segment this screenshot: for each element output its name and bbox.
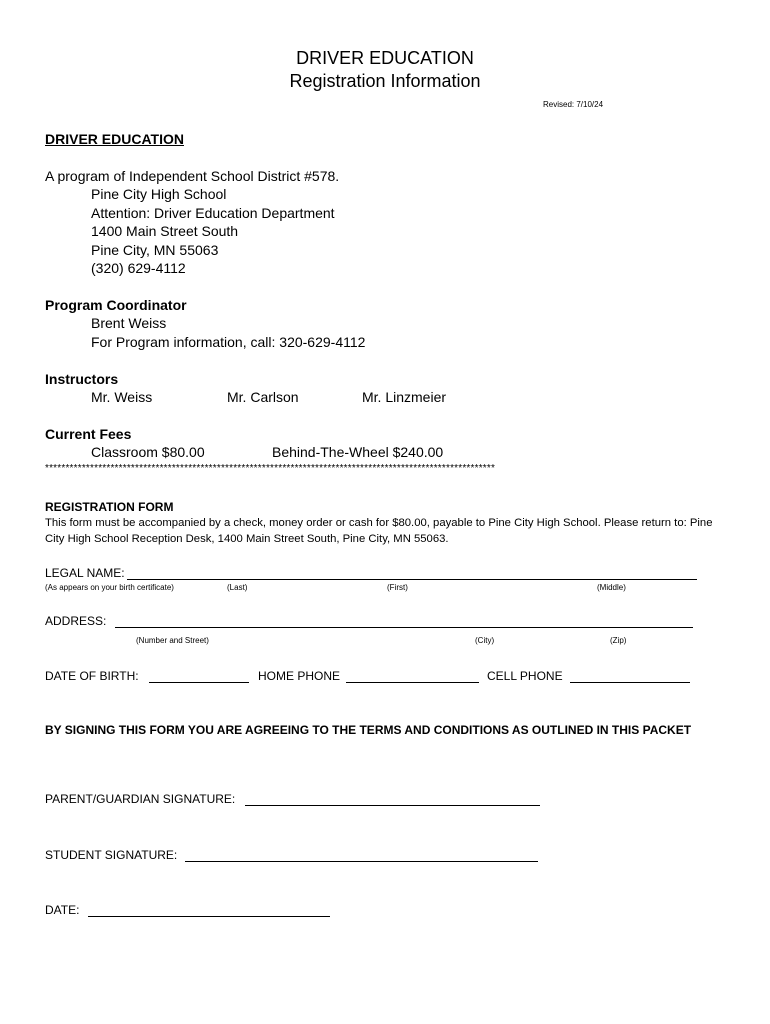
registration-instructions: This form must be accompanied by a check, money order or cash for $80.00, payable to Pine City High School. Please return to: Pine City High School Reception Desk, 1400 Main Street South, Pine City, MN 55063. [45, 517, 713, 545]
date-label: DATE: [45, 903, 80, 917]
separator: ************************************************************************************************************** [45, 463, 496, 474]
dob-field[interactable] [149, 682, 249, 683]
student-signature-field[interactable] [185, 861, 538, 862]
city-label: (City) [475, 636, 495, 645]
zip-label: (Zip) [610, 636, 627, 645]
school-name: Pine City High School [91, 186, 227, 202]
fees-heading: Current Fees [45, 426, 132, 442]
school-attention: Attention: Driver Education Department [91, 205, 335, 221]
address-field[interactable] [115, 627, 693, 628]
program-heading: DRIVER EDUCATION [45, 131, 184, 147]
home-phone-label: HOME PHONE [258, 669, 341, 683]
fee-behind-the-wheel: Behind-The-Wheel $240.00 [272, 444, 444, 460]
date-field[interactable] [88, 916, 330, 917]
instructor-linzmeier: Mr. Linzmeier [362, 389, 447, 405]
revised-date: Revised: 7/10/24 [543, 100, 604, 109]
fee-classroom: Classroom $80.00 [91, 444, 205, 460]
coordinator-heading: Program Coordinator [45, 297, 187, 313]
legal-name-label: LEGAL NAME: [45, 566, 125, 580]
street-label: (Number and Street) [136, 636, 209, 645]
first-name-label: (First) [387, 583, 408, 592]
school-street: 1400 Main Street South [91, 223, 239, 239]
coordinator-name: Brent Weiss [91, 315, 167, 331]
cell-phone-field[interactable] [570, 682, 690, 683]
page-subtitle: Registration Information [289, 71, 481, 91]
legal-name-note: (As appears on your birth certificate) [45, 583, 174, 592]
legal-name-field[interactable] [127, 579, 697, 580]
parent-signature-label: PARENT/GUARDIAN SIGNATURE: [45, 792, 236, 806]
dob-label: DATE OF BIRTH: [45, 669, 139, 683]
school-city: Pine City, MN 55063 [91, 242, 219, 258]
student-signature-label: STUDENT SIGNATURE: [45, 848, 178, 862]
instructors-heading: Instructors [45, 371, 119, 387]
cell-phone-label: CELL PHONE [487, 669, 563, 683]
parent-signature-field[interactable] [245, 805, 540, 806]
instructor-weiss: Mr. Weiss [91, 389, 153, 405]
instructor-carlson: Mr. Carlson [227, 389, 299, 405]
school-phone: (320) 629-4112 [91, 260, 186, 276]
home-phone-field[interactable] [346, 682, 479, 683]
program-intro: A program of Independent School District #578. [45, 168, 340, 184]
page-title: DRIVER EDUCATION [296, 48, 474, 68]
last-name-label: (Last) [227, 583, 248, 592]
coordinator-info: For Program information, call: 320-629-4112 [91, 334, 366, 350]
middle-name-label: (Middle) [597, 583, 626, 592]
agreement-text: BY SIGNING THIS FORM YOU ARE AGREEING TO THE TERMS AND CONDITIONS AS OUTLINED IN THIS PACKET [45, 723, 692, 737]
address-label: ADDRESS: [45, 614, 107, 628]
registration-heading: REGISTRATION FORM [45, 500, 174, 514]
